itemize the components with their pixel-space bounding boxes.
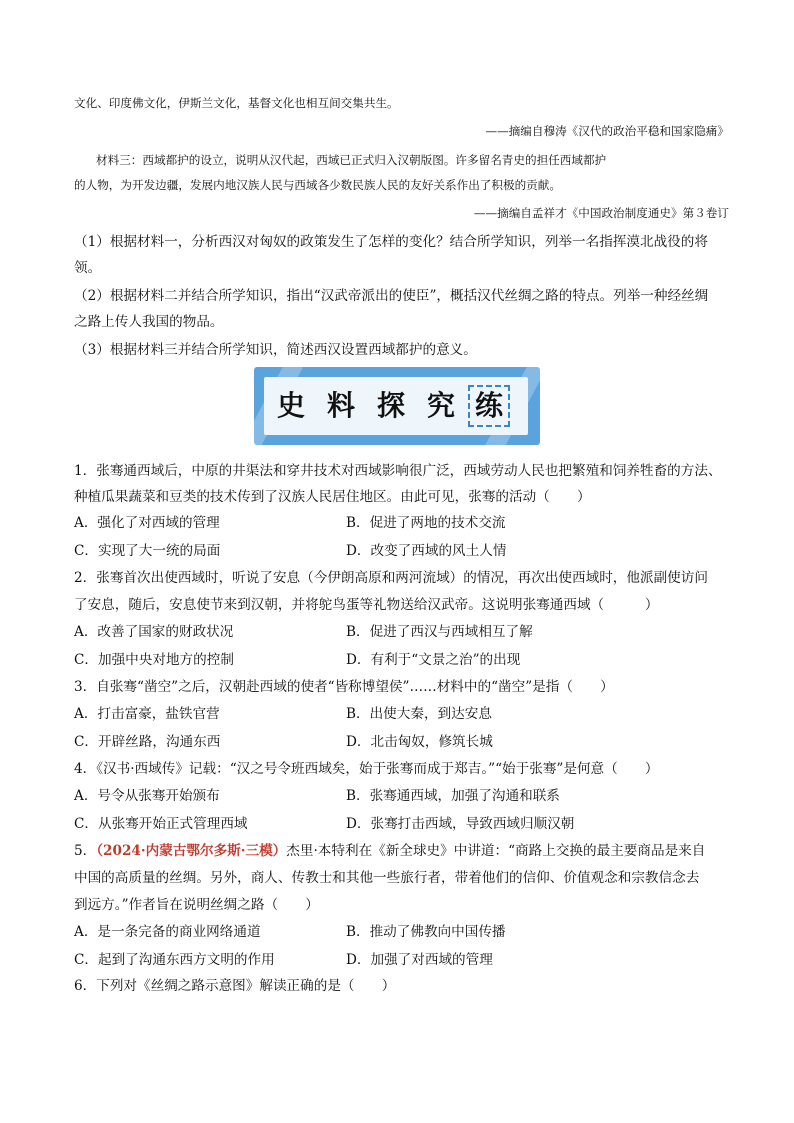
q4-option-b[interactable]: B．张骞通西域，加强了沟通和联系 [346,788,560,804]
banner-char-3: 探 [376,389,405,422]
material3-source: ——摘编自孟祥才《中国政治制度通史》第３卷订 [473,206,729,220]
q1-option-c[interactable]: C．实现了大一统的局面 [74,543,221,559]
banner-char-4: 究 [426,389,455,422]
section-banner [254,367,540,445]
q5-stem-line1 [74,841,705,861]
q4-stem: 4．《汉书·西域传》记载：“汉之号令班西域矣，始于张骞而成于郑吉。”“始于张骞”是何意（ ） [74,761,659,777]
material3-text-line2: 的人物，为开发边疆，发展内地汉族人民与西域各少数民族人民的友好关系作出了积极的贡献。 [74,178,561,192]
q4-option-a[interactable]: A．号令从张骞开始颁布 [74,788,220,804]
subquestion-2-line2: 之路上传人我国的物品。 [74,314,224,330]
q2-stem-line1: 2．张骞首次出使西域时，听说了安息（今伊朗高原和两河流域）的情况，再次出使西域时，他派副使访问 [74,570,708,586]
q5-stem-text: 杰里·本特利在《新全球史》中讲道：“商路上交换的最主要商品是来自 [286,843,706,859]
q2-option-b[interactable]: B．促进了西汉与西域相互了解 [346,624,533,640]
q2-option-c[interactable]: C．加强中央对地方的控制 [74,652,234,668]
q5-option-d[interactable]: D．加强了对西域的管理 [346,952,493,968]
q2-option-d[interactable]: D．有利于“文景之治”的出现 [346,652,521,668]
q4-option-d[interactable]: D．张骞打击西域，导致西域归顺汉朝 [346,816,575,832]
material2-text: 文化、印度佛文化，伊斯兰文化，基督文化也相互间交集共生。 [74,96,399,110]
q5-option-b[interactable]: B．推动了佛教向中国传播 [346,924,506,940]
q4-option-c[interactable]: C．从张骞开始正式管理西域 [74,816,248,832]
banner-char-2: 料 [326,389,355,422]
q1-option-d[interactable]: D．改变了西域的风土人情 [346,543,507,559]
q2-stem-line2: 了安息，随后，安息使节来到汉朝，并将鸵鸟蛋等礼物送给汉武帝。这说明张骞通西域（ ） [74,597,659,613]
subquestion-3: （3）根据材料三并结合所学知识，简述西汉设置西域都护的意义。 [74,342,477,358]
q3-option-a[interactable]: A．打击富豪，盐铁官营 [74,706,220,722]
q1-stem-line1: 1．张骞通西域后，中原的井渠法和穿井技术对西域影响很广泛，西域劳动人民也把繁殖和饲养牲畜的方法、 [74,463,722,479]
material3-text-line1: 材料三：西域都护的设立，说明从汉代起，西域已正式归入汉朝版图。许多留名青史的担任西域都护 [96,153,607,167]
q1-option-b[interactable]: B．促进了两地的技术交流 [346,515,506,531]
material2-source: ——摘编自穆涛《汉代的政治平稳和国家隐痛》 [485,124,729,138]
subquestion-1-line2: 领。 [74,260,102,276]
q5-source-tag: （2024·内蒙古鄂尔多斯·三模） [96,843,287,859]
q3-stem: 3．自张骞“凿空”之后，汉朝赴西域的使者“皆称博望侯”……材料中的“凿空”是指（ ） [74,679,614,695]
banner-char-1: 史 [276,389,305,422]
q6-stem: 6．下列对《丝绸之路示意图》解读正确的是（ ） [74,978,396,994]
q5-option-c[interactable]: C．起到了沟通东西方文明的作用 [74,952,275,968]
q1-option-a[interactable]: A．强化了对西域的管理 [74,515,220,531]
q3-option-d[interactable]: D．北击匈奴，修筑长城 [346,734,493,750]
subquestion-2-line1: （2）根据材料二并结合所学知识，指出“汉武帝派出的使臣”，概括汉代丝绸之路的特点。列举一种经丝绸 [74,288,709,304]
q3-option-c[interactable]: C．开辟丝路，沟通东西 [74,734,221,750]
q1-stem-line2: 种植瓜果蔬菜和豆类的技术传到了汉族人民居住地区。由此可见，张骞的活动（ ） [74,489,591,505]
q5-stem-line2: 中国的高质量的丝绸。另外，商人、传教士和其他一些旅行者，带着他们的信仰、价值观念和宗教信念去 [74,870,700,886]
subquestion-1-line1: （1）根据材料一，分析西汉对匈奴的政策发生了怎样的变化？结合所学知识，列举一名指挥漠北战役的将 [74,234,708,250]
q5-stem-line3: 到远方。”作者旨在说明丝绸之路（ ） [74,897,319,913]
q3-option-b[interactable]: B．出使大秦，到达安息 [346,706,492,722]
q5-number: 5． [74,843,97,859]
banner-char-5: 练 [468,385,510,427]
q2-option-a[interactable]: A．改善了国家的财政状况 [74,624,234,640]
q5-option-a[interactable]: A．是一条完备的商业网络通道 [74,924,261,940]
